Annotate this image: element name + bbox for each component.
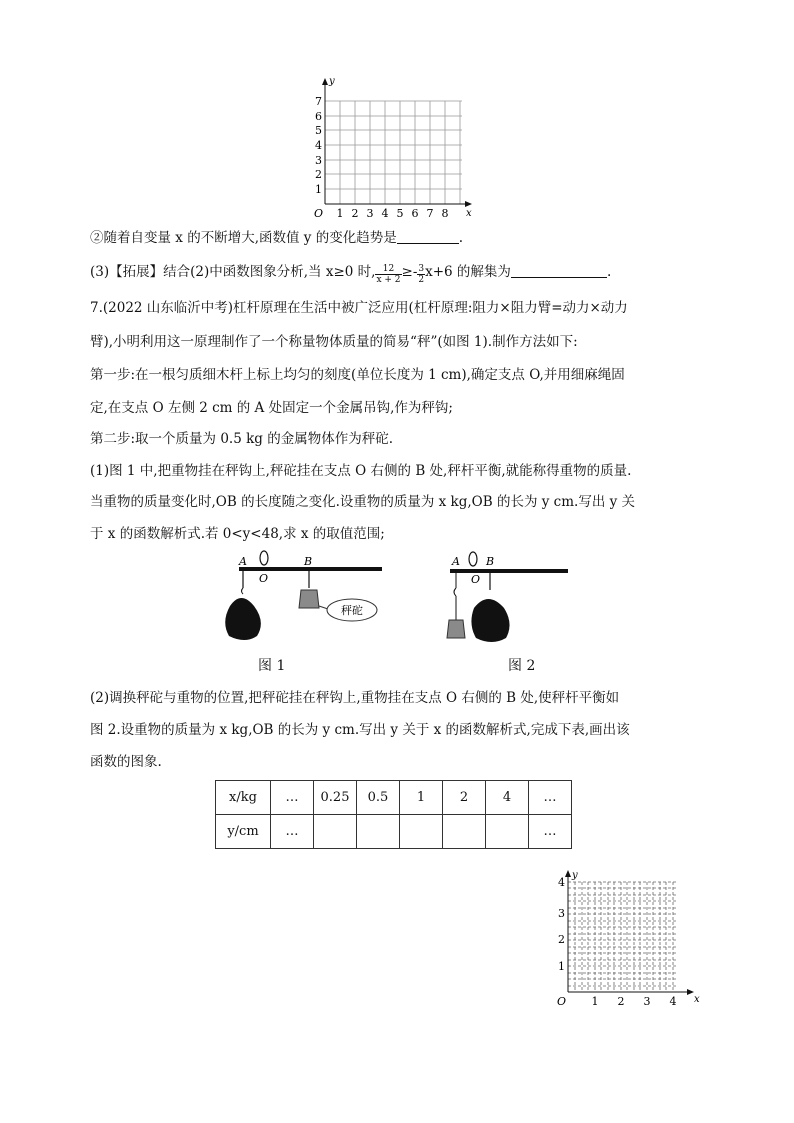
figure-2-steelyard (440, 550, 580, 650)
x-tick: 5 (396, 207, 404, 220)
part2-line: 图 2.设重物的质量为 x kg,OB 的长为 y cm.写出 y 关于 x 的函数解析式,完成下表,画出该 (90, 722, 630, 738)
figure-1-steelyard (215, 550, 395, 650)
y-tick: 7 (315, 95, 322, 108)
problem7-line: 当重物的质量变化时,OB 的长度随之变化.设重物的质量为 x kg,OB 的长为 y cm.写出 y 关 (90, 494, 636, 510)
table-row (216, 815, 572, 849)
label-A: A (452, 555, 460, 568)
y-axis-label: y (572, 870, 578, 881)
period: . (606, 264, 612, 280)
frac-den: 2 (418, 275, 425, 285)
table-cell: 2 (443, 781, 486, 815)
table-cell: 1 (400, 781, 443, 815)
frac-num: 3 (418, 264, 425, 274)
problem7-line: 臂),小明利用这一原理制作了一个称量物体质量的简易“秤”(如图 1).制作方法如下: (90, 334, 578, 350)
x-axis-label: x (694, 994, 700, 1005)
origin-label: O (557, 995, 567, 1008)
x-tick: 4 (381, 207, 389, 220)
answer-blank[interactable] (511, 263, 607, 278)
y-tick: 2 (558, 933, 565, 946)
period: . (458, 230, 463, 246)
frac-num: 12 (375, 264, 401, 275)
coordinate-grid-2 (548, 868, 708, 1008)
y-tick: 4 (558, 876, 565, 889)
x-tick: 3 (366, 207, 374, 220)
y-tick: 1 (558, 960, 565, 973)
y-tick: 4 (315, 139, 322, 152)
frac-den: x + 2 (376, 275, 401, 285)
label-B: B (304, 555, 313, 568)
q3-question (90, 262, 611, 285)
table-cell: … (271, 781, 314, 815)
label-O: O (471, 573, 481, 586)
figure-2-caption: 图 2 (508, 658, 536, 674)
table-cell: … (529, 815, 572, 849)
part2-line: (2)调换秤砣与重物的位置,把秤砣挂在秤钩上,重物挂在支点 O 右侧的 B 处,使秤杆平衡如 (90, 690, 620, 706)
table-cell-blank[interactable] (357, 815, 400, 849)
x-tick: 8 (441, 207, 449, 220)
table-cell-blank[interactable] (314, 815, 357, 849)
ge-sign: ≥- (401, 264, 418, 280)
coordinate-grid-1 (300, 70, 480, 220)
part2-line: 函数的图象. (90, 754, 162, 770)
x-tick: 1 (591, 995, 599, 1008)
problem7-line: 定,在支点 O 左侧 2 cm 的 A 处固定一个金属吊钩,作为秤钩; (90, 400, 453, 416)
table-cell: 4 (486, 781, 529, 815)
table-cell: y/cm (216, 815, 271, 849)
x-tick: 4 (669, 995, 677, 1008)
table-cell-blank[interactable] (400, 815, 443, 849)
table-cell-blank[interactable] (443, 815, 486, 849)
problem7-line: (1)图 1 中,把重物挂在秤钩上,秤砣挂在支点 O 右侧的 B 处,秤杆平衡,就能称得重物的质量. (90, 463, 632, 479)
x-tick: 2 (351, 207, 359, 220)
y-tick: 1 (315, 183, 322, 196)
problem7-line: 第二步:取一个质量为 0.5 kg 的金属物体作为秤砣. (90, 431, 394, 447)
problem7-line: 于 x 的函数解析式.若 0<y<48,求 x 的取值范围; (90, 526, 385, 542)
problem7-line: 7.(2022 山东临沂中考)杠杆原理在生活中被广泛应用(杠杆原理:阻力×阻力臂=动力×动力 (90, 300, 628, 316)
weight-callout: 秤砣 (341, 604, 363, 617)
x-tick: 7 (426, 207, 434, 220)
y-tick: 3 (315, 154, 322, 167)
q2-trend-text: ②随着自变量 x 的不断增大,函数值 y 的变化趋势是 (90, 230, 397, 246)
problem7-line: 第一步:在一根匀质细木杆上标上均匀的刻度(单位长度为 1 cm),确定支点 O,并用细麻绳固 (90, 367, 625, 383)
q3-prefix: (3)【拓展】结合(2)中函数图象分析,当 x≥0 时, (90, 264, 376, 280)
x-tick: 6 (411, 207, 419, 220)
table-cell-blank[interactable] (486, 815, 529, 849)
table-cell: … (529, 781, 572, 815)
y-tick: 2 (315, 168, 322, 181)
x-tick: 1 (336, 207, 344, 220)
fraction-3-over-2 (417, 264, 425, 285)
figure-1-caption: 图 1 (258, 658, 286, 674)
q2-trend-question (90, 228, 463, 248)
y-axis-label: y (329, 76, 335, 87)
answer-blank[interactable] (397, 229, 459, 244)
origin-label: O (314, 207, 324, 220)
y-tick: 5 (315, 124, 322, 137)
fraction-12-over-x-plus-2 (375, 264, 401, 285)
y-tick: 3 (558, 907, 565, 920)
label-O: O (259, 572, 269, 585)
table-cell: x/kg (216, 781, 271, 815)
y-tick: 6 (315, 110, 322, 123)
x-axis-label: x (466, 208, 472, 219)
table-cell: 0.25 (314, 781, 357, 815)
table-row (216, 781, 572, 815)
table-cell: … (271, 815, 314, 849)
x-tick: 3 (643, 995, 651, 1008)
table-cell: 0.5 (357, 781, 400, 815)
label-A: A (239, 555, 247, 568)
q3-suffix: x+6 的解集为 (425, 264, 511, 280)
label-B: B (486, 555, 495, 568)
x-tick: 2 (617, 995, 625, 1008)
value-table (215, 780, 572, 849)
